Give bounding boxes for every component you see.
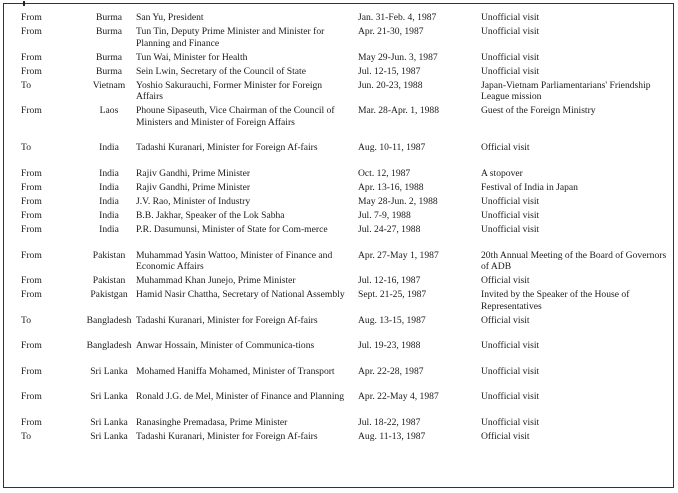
date-cell: May 29-Jun. 3, 1987 bbox=[358, 51, 438, 63]
direction-cell: From bbox=[21, 51, 42, 63]
purpose-cell: Official visit bbox=[481, 275, 530, 287]
table-row bbox=[4, 315, 673, 341]
table-row bbox=[4, 182, 673, 196]
table-row bbox=[4, 417, 673, 431]
purpose-cell: 20th Annual Meeting of the Board of Governors of ADB bbox=[481, 249, 667, 272]
purpose-cell: Unofficial visit bbox=[481, 365, 540, 377]
table-row bbox=[4, 391, 673, 417]
direction-cell: From bbox=[21, 26, 42, 38]
date-cell: Jun. 20-23, 1988 bbox=[358, 79, 423, 91]
date-cell: Jul. 7-9, 1988 bbox=[358, 209, 411, 221]
country-cell: India bbox=[99, 142, 119, 154]
purpose-cell: Unofficial visit bbox=[481, 51, 540, 63]
direction-cell: To bbox=[21, 79, 31, 91]
country-cell: Vietnam bbox=[92, 79, 126, 91]
direction-cell: From bbox=[21, 416, 42, 428]
direction-cell: From bbox=[21, 167, 42, 179]
country-cell: Burma bbox=[95, 26, 123, 38]
purpose-cell: Festival of India in Japan bbox=[481, 181, 578, 193]
country-cell: Bangladesh bbox=[86, 314, 132, 326]
person-cell: Phoune Sipaseuth, Vice Chairman of the Council of Ministers and Minister of Foreign Affairs bbox=[136, 105, 335, 128]
purpose-cell: Unofficial visit bbox=[481, 195, 540, 207]
date-cell: Sept. 21-25, 1987 bbox=[358, 289, 427, 301]
person-cell: Mohamed Haniffa Mohamed, Minister of Transport bbox=[136, 365, 335, 377]
visits-table-page bbox=[3, 3, 674, 488]
page-edge-mark bbox=[23, 1, 25, 6]
table-row bbox=[4, 105, 673, 142]
country-cell: India bbox=[99, 167, 119, 179]
person-cell: Tadashi Kuranari, Minister for Foreign Af-fairs bbox=[136, 314, 318, 326]
country-cell: Burma bbox=[95, 51, 123, 63]
date-cell: Aug. 13-15, 1987 bbox=[358, 314, 426, 326]
date-cell: Jul. 18-22, 1987 bbox=[358, 416, 421, 428]
table-row bbox=[4, 52, 673, 66]
purpose-cell: Unofficial visit bbox=[481, 391, 540, 403]
table-row bbox=[4, 26, 673, 52]
direction-cell: From bbox=[21, 105, 42, 117]
table-row bbox=[4, 224, 673, 250]
purpose-cell: Unofficial visit bbox=[481, 12, 540, 23]
table-row bbox=[4, 366, 673, 392]
direction-cell: From bbox=[21, 181, 42, 193]
purpose-cell: Unofficial visit bbox=[481, 224, 540, 236]
person-cell: Hamid Nasir Chattha, Secretary of National Assembly bbox=[136, 289, 345, 301]
purpose-cell: Official visit bbox=[481, 142, 530, 154]
direction-cell: From bbox=[21, 275, 42, 287]
country-cell: Pakistan bbox=[92, 275, 126, 287]
person-cell: Yoshio Sakurauchi, Former Minister for Foreign Affairs bbox=[136, 79, 323, 103]
date-cell: Jul. 19-23, 1988 bbox=[358, 340, 421, 352]
purpose-cell: Official visit bbox=[481, 430, 530, 442]
person-cell: San Yu, President bbox=[136, 12, 204, 23]
purpose-cell: Unofficial visit bbox=[481, 65, 540, 77]
country-cell: India bbox=[99, 209, 119, 221]
date-cell: Apr. 21-30, 1987 bbox=[358, 26, 424, 38]
person-cell: J.V. Rao, Minister of Industry bbox=[136, 195, 251, 207]
purpose-cell: Invited by the Speaker of the House of Representatives bbox=[481, 289, 630, 312]
purpose-cell: Unofficial visit bbox=[481, 416, 540, 428]
person-cell: Sein Lwin, Secretary of the Council of State bbox=[136, 65, 306, 77]
person-cell: Rajiv Gandhi, Prime Minister bbox=[136, 181, 251, 193]
date-cell: May 28-Jun. 2, 1988 bbox=[358, 195, 438, 207]
person-cell: Tadashi Kuranari, Minister for Foreign Af-fairs bbox=[136, 142, 318, 154]
table-row bbox=[4, 66, 673, 80]
date-cell: Jul. 12-15, 1987 bbox=[358, 65, 421, 77]
table-row bbox=[4, 289, 673, 315]
direction-cell: From bbox=[21, 12, 42, 23]
country-cell: Bangladesh bbox=[86, 340, 132, 352]
table-row bbox=[4, 431, 673, 457]
person-cell: Muhammad Khan Junejo, Prime Minister bbox=[136, 275, 296, 287]
country-cell: Laos bbox=[99, 105, 119, 117]
table-row bbox=[4, 80, 673, 106]
direction-cell: From bbox=[21, 249, 42, 261]
direction-cell: From bbox=[21, 340, 42, 352]
country-cell: Sri Lanka bbox=[90, 430, 128, 442]
direction-cell: From bbox=[21, 224, 42, 236]
date-cell: Mar. 28-Apr. 1, 1988 bbox=[358, 105, 440, 117]
table-row bbox=[4, 196, 673, 210]
visits-table bbox=[4, 12, 673, 456]
table-row bbox=[4, 275, 673, 289]
date-cell: Apr. 13-16, 1988 bbox=[358, 181, 424, 193]
country-cell: India bbox=[99, 181, 119, 193]
country-cell: Pakistgan bbox=[90, 289, 128, 301]
country-cell: Burma bbox=[95, 12, 123, 23]
purpose-cell: Unofficial visit bbox=[481, 340, 540, 352]
person-cell: P.R. Dasumunsi, Minister of State for Com-merce bbox=[136, 224, 328, 236]
date-cell: Jan. 31-Feb. 4, 1987 bbox=[358, 12, 437, 23]
purpose-cell: Official visit bbox=[481, 314, 530, 326]
person-cell: B.B. Jakhar, Speaker of the Lok Sabha bbox=[136, 209, 285, 221]
person-cell: Ranasinghe Premadasa, Prime Minister bbox=[136, 416, 288, 428]
date-cell: Aug. 10-11, 1987 bbox=[358, 142, 426, 154]
table-row bbox=[4, 168, 673, 182]
country-cell: Burma bbox=[95, 65, 123, 77]
table-row bbox=[4, 340, 673, 366]
purpose-cell: A stopover bbox=[481, 167, 523, 179]
country-cell: India bbox=[99, 195, 119, 207]
person-cell: Tun Tin, Deputy Prime Minister and Minister for Planning and Finance bbox=[136, 26, 325, 49]
direction-cell: To bbox=[21, 430, 31, 442]
country-cell: Sri Lanka bbox=[90, 365, 128, 377]
table-row bbox=[4, 12, 673, 26]
direction-cell: From bbox=[21, 391, 42, 403]
country-cell: Pakistan bbox=[92, 249, 126, 261]
direction-cell: To bbox=[21, 142, 31, 154]
person-cell: Tun Wai, Minister for Health bbox=[136, 51, 248, 63]
direction-cell: From bbox=[21, 365, 42, 377]
direction-cell: From bbox=[21, 289, 42, 301]
date-cell: Jul. 24-27, 1988 bbox=[358, 224, 421, 236]
date-cell: Jul. 12-16, 1987 bbox=[358, 275, 421, 287]
purpose-cell: Japan-Vietnam Parliamentarians' Friendship League mission bbox=[481, 79, 651, 103]
table-row bbox=[4, 210, 673, 224]
country-cell: Sri Lanka bbox=[90, 391, 128, 403]
purpose-cell: Unofficial visit bbox=[481, 209, 540, 221]
person-cell: Tadashi Kuranari, Minister for Foreign Af-fairs bbox=[136, 430, 318, 442]
country-cell: Sri Lanka bbox=[90, 416, 128, 428]
direction-cell: To bbox=[21, 314, 31, 326]
purpose-cell: Unofficial visit bbox=[481, 26, 540, 38]
date-cell: Aug. 11-13, 1987 bbox=[358, 430, 426, 442]
person-cell: Rajiv Gandhi, Prime Minister bbox=[136, 167, 251, 179]
purpose-cell: Guest of the Foreign Ministry bbox=[481, 105, 596, 117]
direction-cell: From bbox=[21, 195, 42, 207]
direction-cell: From bbox=[21, 209, 42, 221]
direction-cell: From bbox=[21, 65, 42, 77]
date-cell: Oct. 12, 1987 bbox=[358, 167, 411, 179]
country-cell: India bbox=[99, 224, 119, 236]
table-row bbox=[4, 142, 673, 168]
person-cell: Muhammad Yasin Wattoo, Minister of Finance and Economic Affairs bbox=[136, 249, 333, 272]
person-cell: Anwar Hossain, Minister of Communica-tions bbox=[136, 340, 315, 352]
date-cell: Apr. 22-28, 1987 bbox=[358, 365, 424, 377]
date-cell: Apr. 22-May 4, 1987 bbox=[358, 391, 439, 403]
date-cell: Apr. 27-May 1, 1987 bbox=[358, 249, 439, 261]
person-cell: Ronald J.G. de Mel, Minister of Finance and Planning bbox=[136, 391, 345, 403]
table-row bbox=[4, 250, 673, 276]
